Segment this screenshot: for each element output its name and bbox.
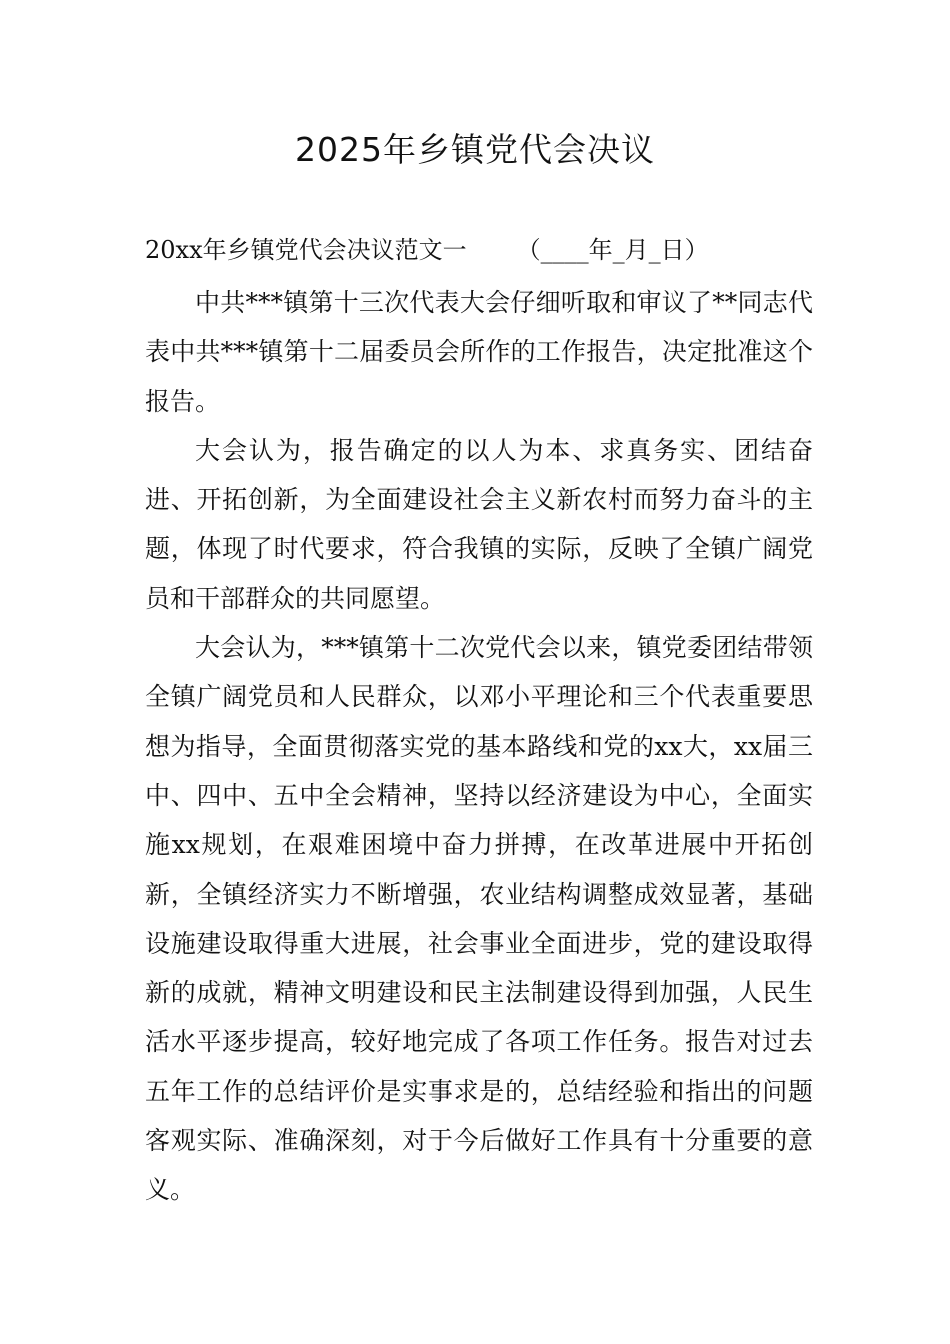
date-placeholder: （____年_月_日） <box>516 236 709 264</box>
page-title: 2025年乡镇党代会决议 <box>295 130 655 169</box>
document-subtitle-line <box>145 228 815 272</box>
paragraph: 大会认为，***镇第十二次党代会以来，镇党委团结带领全镇广阔党员和人民群众，以邓小平理论和三个代表重要思想为指导，全面贯彻落实党的基本路线和党的xx大，xx届三中、四中、五中全会精神，坚持以经济建设为中心，全面实施xx规划，在艰难困境中奋力拼搏，在改革进展中开拓创新，全镇经济实力不断增强，农业结构调整成效显著，基础设施建设取得重大进展，社会事业全面进步，党的建设取得新的成就，精神文明建设和民主法制建设得到加强，人民生活水平逐步提高，较好地完成了各项工作任务。报告对过去五年工作的总结评价是实事求是的，总结经验和指出的问题客观实际、准确深刻，对于今后做好工作具有十分重要的意义。 <box>145 633 813 1205</box>
paragraph: 中共***镇第十三次代表大会仔细听取和审议了**同志代表中共***镇第十二届委员会所作的工作报告，决定批准这个报告。 <box>145 288 813 416</box>
paragraph: 大会认为，报告确定的以人为本、求真务实、团结奋进、开拓创新，为全面建设社会主义新农村而努力奋斗的主题，体现了时代要求，符合我镇的实际，反映了全镇广阔党员和干部群众的共同愿望。 <box>145 435 813 613</box>
document-subtitle: 20xx年乡镇党代会决议范文一 <box>145 236 467 264</box>
document-body <box>145 278 813 1215</box>
